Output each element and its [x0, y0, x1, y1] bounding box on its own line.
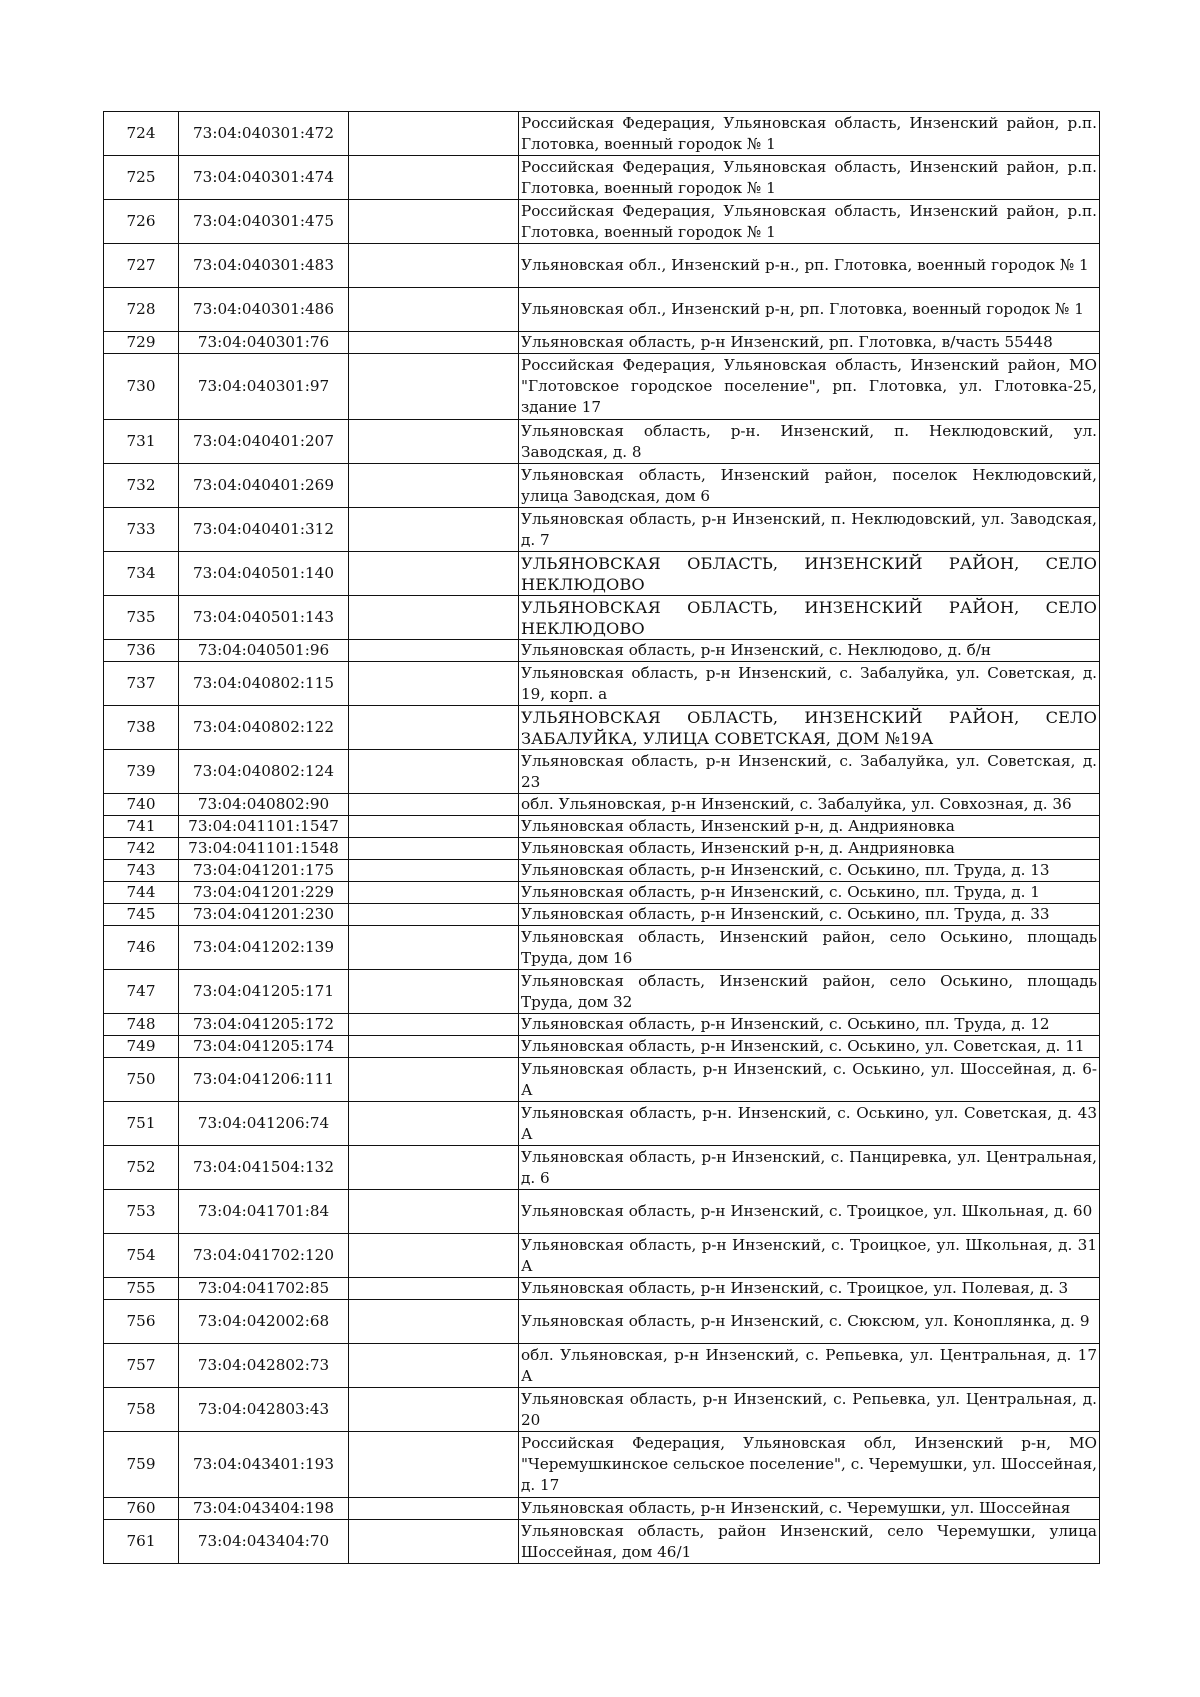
- empty-cell: [349, 1344, 519, 1388]
- row-number: 738: [104, 706, 179, 750]
- row-number: 735: [104, 596, 179, 640]
- cadastral-number: 73:04:043404:70: [179, 1520, 349, 1564]
- table-row: [104, 112, 1100, 156]
- row-number: 737: [104, 662, 179, 706]
- address-cell: УЛЬЯНОВСКАЯ ОБЛАСТЬ, ИНЗЕНСКИЙ РАЙОН, СЕЛО НЕКЛЮДОВО: [519, 552, 1100, 596]
- address-cell: Ульяновская область, Инзенский район, село Оськино, площадь Труда, дом 16: [519, 926, 1100, 970]
- cadastral-number: 73:04:041701:84: [179, 1190, 349, 1234]
- address-cell: Ульяновская область, Инзенский р-н, д. Андрияновка: [519, 816, 1100, 838]
- table-row: [104, 1146, 1100, 1190]
- empty-cell: [349, 926, 519, 970]
- table-row: [104, 288, 1100, 332]
- cadastral-number: 73:04:040501:96: [179, 640, 349, 662]
- address-cell: Ульяновская область, Инзенский район, село Оськино, площадь Труда, дом 32: [519, 970, 1100, 1014]
- address-cell: обл. Ульяновская, р-н Инзенский, с. Забалуйка, ул. Совхозная, д. 36: [519, 794, 1100, 816]
- address-cell: Российская Федерация, Ульяновская обл, Инзенский р-н, МО "Черемушкинское сельское поселение", с. Черемушки, ул. Шоссейная, д. 17: [519, 1432, 1100, 1498]
- empty-cell: [349, 156, 519, 200]
- table-row: [104, 420, 1100, 464]
- cadastral-number: 73:04:040301:474: [179, 156, 349, 200]
- table-row: [104, 926, 1100, 970]
- cadastral-number: 73:04:040401:207: [179, 420, 349, 464]
- address-cell: Ульяновская область, р-н Инзенский, с. Оськино, пл. Труда, д. 1: [519, 882, 1100, 904]
- table-row: [104, 1014, 1100, 1036]
- empty-cell: [349, 1014, 519, 1036]
- table-row: [104, 662, 1100, 706]
- address-cell: Российская Федерация, Ульяновская область, Инзенский район, МО "Глотовское городское поселение", рп. Глотовка, ул. Глотовка-25, здание 17: [519, 354, 1100, 420]
- row-number: 750: [104, 1058, 179, 1102]
- empty-cell: [349, 882, 519, 904]
- row-number: 727: [104, 244, 179, 288]
- table-row: [104, 508, 1100, 552]
- table-row: [104, 640, 1100, 662]
- empty-cell: [349, 112, 519, 156]
- cadastral-number: 73:04:041101:1547: [179, 816, 349, 838]
- address-cell: Ульяновская область, р-н Инзенский, с. Оськино, пл. Труда, д. 13: [519, 860, 1100, 882]
- table-row: [104, 200, 1100, 244]
- row-number: 730: [104, 354, 179, 420]
- cadastral-number: 73:04:040301:475: [179, 200, 349, 244]
- empty-cell: [349, 332, 519, 354]
- empty-cell: [349, 552, 519, 596]
- address-cell: Ульяновская обл., Инзенский р-н, рп. Глотовка, военный городок № 1: [519, 288, 1100, 332]
- address-cell: Ульяновская область, р-н Инзенский, п. Неклюдовский, ул. Заводская, д. 7: [519, 508, 1100, 552]
- empty-cell: [349, 816, 519, 838]
- row-number: 748: [104, 1014, 179, 1036]
- row-number: 755: [104, 1278, 179, 1300]
- table-row: [104, 1388, 1100, 1432]
- cadastral-number: 73:04:040501:143: [179, 596, 349, 640]
- row-number: 746: [104, 926, 179, 970]
- row-number: 739: [104, 750, 179, 794]
- address-cell: Ульяновская область, р-н Инзенский, с. Оськино, ул. Шоссейная, д. 6- А: [519, 1058, 1100, 1102]
- table-row: [104, 552, 1100, 596]
- table-row: [104, 464, 1100, 508]
- empty-cell: [349, 1036, 519, 1058]
- cadastral-number: 73:04:040301:97: [179, 354, 349, 420]
- empty-cell: [349, 838, 519, 860]
- empty-cell: [349, 1146, 519, 1190]
- cadastral-number: 73:04:041101:1548: [179, 838, 349, 860]
- address-cell: Российская Федерация, Ульяновская область, Инзенский район, р.п. Глотовка, военный городок № 1: [519, 156, 1100, 200]
- row-number: 736: [104, 640, 179, 662]
- cadastral-number: 73:04:042803:43: [179, 1388, 349, 1432]
- row-number: 754: [104, 1234, 179, 1278]
- empty-cell: [349, 1520, 519, 1564]
- row-number: 752: [104, 1146, 179, 1190]
- cadastral-number: 73:04:041702:85: [179, 1278, 349, 1300]
- cadastral-number: 73:04:040301:472: [179, 112, 349, 156]
- row-number: 728: [104, 288, 179, 332]
- row-number: 757: [104, 1344, 179, 1388]
- cadastral-number: 73:04:040802:122: [179, 706, 349, 750]
- empty-cell: [349, 244, 519, 288]
- table-row: [104, 882, 1100, 904]
- cadastral-number: 73:04:040802:124: [179, 750, 349, 794]
- address-cell: Ульяновская область, р-н Инзенский, с. Троицкое, ул. Полевая, д. 3: [519, 1278, 1100, 1300]
- cadastral-number: 73:04:040301:76: [179, 332, 349, 354]
- address-cell: Российская Федерация, Ульяновская область, Инзенский район, р.п. Глотовка, военный городок № 1: [519, 200, 1100, 244]
- table-row: [104, 1190, 1100, 1234]
- cadastral-number: 73:04:041504:132: [179, 1146, 349, 1190]
- empty-cell: [349, 1432, 519, 1498]
- row-number: 745: [104, 904, 179, 926]
- cadastral-number: 73:04:041201:229: [179, 882, 349, 904]
- row-number: 756: [104, 1300, 179, 1344]
- address-cell: УЛЬЯНОВСКАЯ ОБЛАСТЬ, ИНЗЕНСКИЙ РАЙОН, СЕЛО НЕКЛЮДОВО: [519, 596, 1100, 640]
- row-number: 744: [104, 882, 179, 904]
- table-row: [104, 838, 1100, 860]
- empty-cell: [349, 662, 519, 706]
- row-number: 749: [104, 1036, 179, 1058]
- address-cell: Ульяновская область, р-н Инзенский, рп. Глотовка, в/часть 55448: [519, 332, 1100, 354]
- empty-cell: [349, 1234, 519, 1278]
- empty-cell: [349, 1058, 519, 1102]
- table-row: [104, 1498, 1100, 1520]
- cadastral-number: 73:04:041201:230: [179, 904, 349, 926]
- table-row: [104, 794, 1100, 816]
- empty-cell: [349, 420, 519, 464]
- empty-cell: [349, 1388, 519, 1432]
- row-number: 740: [104, 794, 179, 816]
- empty-cell: [349, 970, 519, 1014]
- cadastral-number: 73:04:040301:486: [179, 288, 349, 332]
- cadastral-number: 73:04:041206:74: [179, 1102, 349, 1146]
- address-cell: Ульяновская область, район Инзенский, село Черемушки, улица Шоссейная, дом 46/1: [519, 1520, 1100, 1564]
- cadastral-number: 73:04:043401:193: [179, 1432, 349, 1498]
- row-number: 729: [104, 332, 179, 354]
- table-row: [104, 1036, 1100, 1058]
- cadastral-number: 73:04:043404:198: [179, 1498, 349, 1520]
- cadastral-number: 73:04:042002:68: [179, 1300, 349, 1344]
- table-row: [104, 1234, 1100, 1278]
- address-cell: Ульяновская область, р-н Инзенский, с. Троицкое, ул. Школьная, д. 60: [519, 1190, 1100, 1234]
- table-row: [104, 816, 1100, 838]
- table-row: [104, 332, 1100, 354]
- address-cell: Ульяновская область, р-н Инзенский, с. Неклюдово, д. б/н: [519, 640, 1100, 662]
- row-number: 742: [104, 838, 179, 860]
- table-row: [104, 1300, 1100, 1344]
- address-cell: Ульяновская область, р-н Инзенский, с. Репьевка, ул. Центральная, д. 20: [519, 1388, 1100, 1432]
- property-register-table: [103, 111, 1100, 1564]
- cadastral-number: 73:04:041205:172: [179, 1014, 349, 1036]
- cadastral-number: 73:04:040301:483: [179, 244, 349, 288]
- row-number: 759: [104, 1432, 179, 1498]
- empty-cell: [349, 200, 519, 244]
- row-number: 734: [104, 552, 179, 596]
- row-number: 747: [104, 970, 179, 1014]
- address-cell: Ульяновская область, р-н Инзенский, с. Сюксюм, ул. Коноплянка, д. 9: [519, 1300, 1100, 1344]
- row-number: 760: [104, 1498, 179, 1520]
- cadastral-number: 73:04:041702:120: [179, 1234, 349, 1278]
- address-cell: Ульяновская область, Инзенский р-н, д. Андрияновка: [519, 838, 1100, 860]
- table-row: [104, 904, 1100, 926]
- table-row: [104, 156, 1100, 200]
- table-row: [104, 860, 1100, 882]
- table-body: [104, 112, 1100, 1564]
- empty-cell: [349, 750, 519, 794]
- address-cell: Ульяновская область, р-н Инзенский, с. Оськино, пл. Труда, д. 33: [519, 904, 1100, 926]
- table-row: [104, 244, 1100, 288]
- address-cell: Ульяновская область, р-н Инзенский, с. Оськино, ул. Советская, д. 11: [519, 1036, 1100, 1058]
- cadastral-number: 73:04:041205:171: [179, 970, 349, 1014]
- table-row: [104, 1102, 1100, 1146]
- row-number: 751: [104, 1102, 179, 1146]
- row-number: 761: [104, 1520, 179, 1564]
- cadastral-number: 73:04:040802:90: [179, 794, 349, 816]
- table-row: [104, 354, 1100, 420]
- row-number: 725: [104, 156, 179, 200]
- cadastral-number: 73:04:040401:312: [179, 508, 349, 552]
- row-number: 741: [104, 816, 179, 838]
- empty-cell: [349, 1190, 519, 1234]
- row-number: 732: [104, 464, 179, 508]
- address-cell: Ульяновская область, р-н Инзенский, с. Черемушки, ул. Шоссейная: [519, 1498, 1100, 1520]
- row-number: 733: [104, 508, 179, 552]
- empty-cell: [349, 640, 519, 662]
- table-row: [104, 970, 1100, 1014]
- address-cell: Ульяновская обл., Инзенский р-н., рп. Глотовка, военный городок № 1: [519, 244, 1100, 288]
- address-cell: УЛЬЯНОВСКАЯ ОБЛАСТЬ, ИНЗЕНСКИЙ РАЙОН, СЕЛО ЗАБАЛУЙКА, УЛИЦА СОВЕТСКАЯ, ДОМ №19А: [519, 706, 1100, 750]
- table-row: [104, 596, 1100, 640]
- empty-cell: [349, 904, 519, 926]
- address-cell: Ульяновская область, р-н Инзенский, с. Забалуйка, ул. Советская, д. 19, корп. а: [519, 662, 1100, 706]
- address-cell: Ульяновская область, р-н Инзенский, с. Забалуйка, ул. Советская, д. 23: [519, 750, 1100, 794]
- empty-cell: [349, 794, 519, 816]
- cadastral-number: 73:04:040802:115: [179, 662, 349, 706]
- empty-cell: [349, 464, 519, 508]
- table-row: [104, 1432, 1100, 1498]
- cadastral-number: 73:04:041206:111: [179, 1058, 349, 1102]
- empty-cell: [349, 1300, 519, 1344]
- empty-cell: [349, 354, 519, 420]
- address-cell: Ульяновская область, р-н. Инзенский, с. Оськино, ул. Советская, д. 43 А: [519, 1102, 1100, 1146]
- cadastral-number: 73:04:040401:269: [179, 464, 349, 508]
- empty-cell: [349, 706, 519, 750]
- address-cell: Российская Федерация, Ульяновская область, Инзенский район, р.п. Глотовка, военный городок № 1: [519, 112, 1100, 156]
- row-number: 753: [104, 1190, 179, 1234]
- table-row: [104, 1344, 1100, 1388]
- address-cell: Ульяновская область, р-н Инзенский, с. Оськино, пл. Труда, д. 12: [519, 1014, 1100, 1036]
- table-row: [104, 1520, 1100, 1564]
- row-number: 743: [104, 860, 179, 882]
- row-number: 758: [104, 1388, 179, 1432]
- empty-cell: [349, 1278, 519, 1300]
- table-row: [104, 1278, 1100, 1300]
- cadastral-number: 73:04:040501:140: [179, 552, 349, 596]
- empty-cell: [349, 1498, 519, 1520]
- address-cell: Ульяновская область, р-н Инзенский, с. Панциревка, ул. Центральная, д. 6: [519, 1146, 1100, 1190]
- row-number: 724: [104, 112, 179, 156]
- address-cell: Ульяновская область, р-н Инзенский, с. Троицкое, ул. Школьная, д. 31 А: [519, 1234, 1100, 1278]
- cadastral-number: 73:04:041201:175: [179, 860, 349, 882]
- row-number: 731: [104, 420, 179, 464]
- cadastral-number: 73:04:041205:174: [179, 1036, 349, 1058]
- empty-cell: [349, 860, 519, 882]
- empty-cell: [349, 288, 519, 332]
- table-row: [104, 1058, 1100, 1102]
- empty-cell: [349, 596, 519, 640]
- table-row: [104, 706, 1100, 750]
- address-cell: Ульяновская область, Инзенский район, поселок Неклюдовский, улица Заводская, дом 6: [519, 464, 1100, 508]
- row-number: 726: [104, 200, 179, 244]
- empty-cell: [349, 1102, 519, 1146]
- address-cell: обл. Ульяновская, р-н Инзенский, с. Репьевка, ул. Центральная, д. 17 А: [519, 1344, 1100, 1388]
- cadastral-number: 73:04:041202:139: [179, 926, 349, 970]
- empty-cell: [349, 508, 519, 552]
- cadastral-number: 73:04:042802:73: [179, 1344, 349, 1388]
- table-row: [104, 750, 1100, 794]
- address-cell: Ульяновская область, р-н. Инзенский, п. Неклюдовский, ул. Заводская, д. 8: [519, 420, 1100, 464]
